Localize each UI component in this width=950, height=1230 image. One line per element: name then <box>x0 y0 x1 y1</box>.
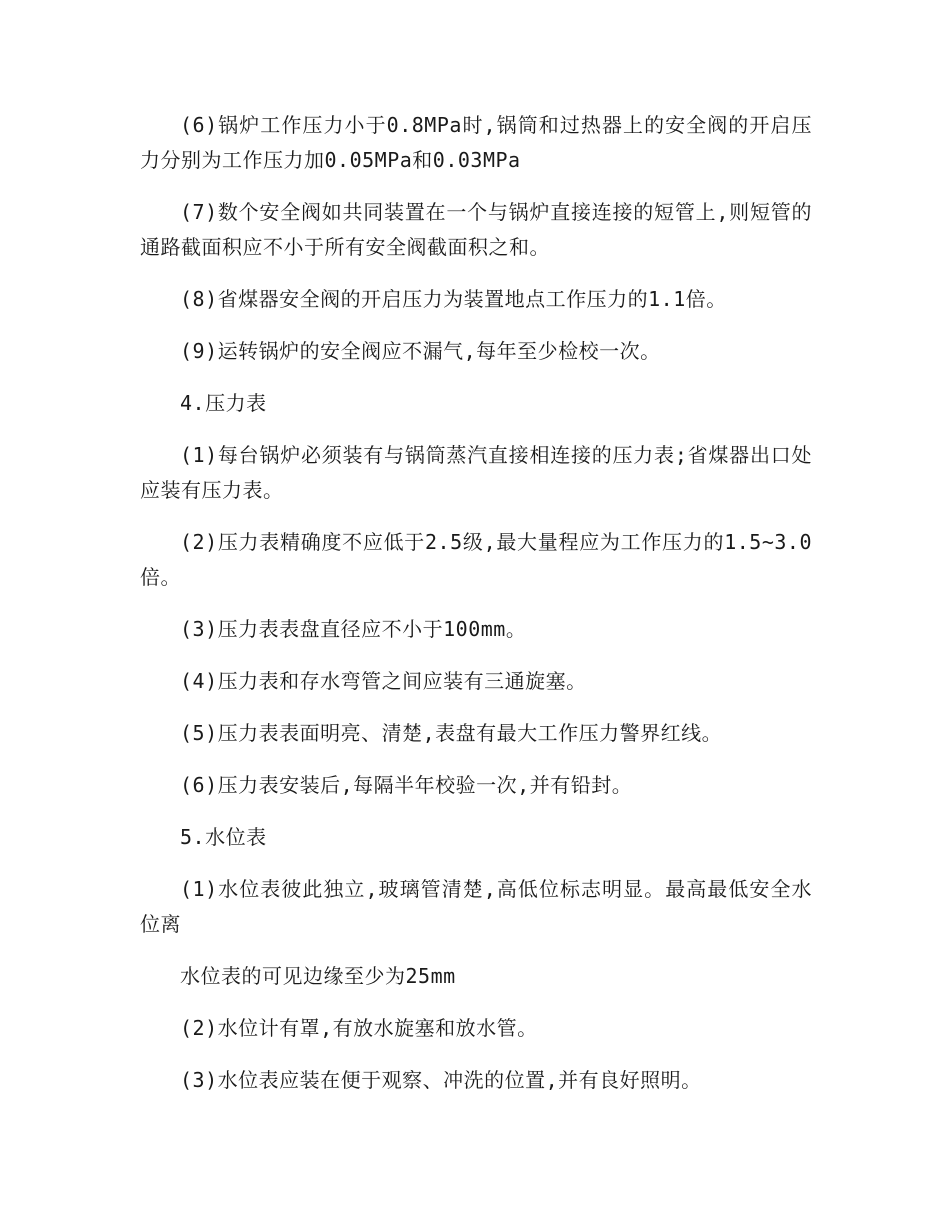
paragraph-safety-valve-8: (8)省煤器安全阀的开启压力为装置地点工作压力的1.1倍。 <box>180 287 727 311</box>
paragraph-water-level-1: (1)水位表彼此独立,玻璃管清楚,高低位标志明显。最高最低安全水位离 <box>140 877 812 936</box>
paragraph-pressure-gauge-5: (5)压力表表面明亮、清楚,表盘有最大工作压力警界红线。 <box>180 721 723 745</box>
paragraph-safety-valve-6: (6)锅炉工作压力小于0.8MPa时,锅筒和过热器上的安全阀的开启压力分别为工作压力加0.05MPa和0.03MPa <box>140 113 812 172</box>
paragraph-water-level-1-continued: 水位表的可见边缘至少为25mm <box>180 964 456 988</box>
paragraph-pressure-gauge-6: (6)压力表安装后,每隔半年校验一次,并有铅封。 <box>180 773 633 797</box>
paragraph-pressure-gauge-1: (1)每台锅炉必须装有与锅筒蒸汽直接相连接的压力表;省煤器出口处应装有压力表。 <box>140 443 812 502</box>
paragraph-pressure-gauge-3: (3)压力表表盘直径应不小于100mm。 <box>180 617 527 641</box>
section-heading-pressure-gauge: 4.压力表 <box>180 391 267 415</box>
paragraph-pressure-gauge-4: (4)压力表和存水弯管之间应装有三通旋塞。 <box>180 669 587 693</box>
paragraph-water-level-2: (2)水位计有罩,有放水旋塞和放水管。 <box>180 1016 538 1040</box>
document-body <box>140 108 812 1115</box>
paragraph-safety-valve-9: (9)运转锅炉的安全阀应不漏气,每年至少检校一次。 <box>180 339 661 363</box>
section-heading-water-level-gauge: 5.水位表 <box>180 825 267 849</box>
paragraph-safety-valve-7: (7)数个安全阀如共同装置在一个与锅炉直接连接的短管上,则短管的通路截面积应不小于所有安全阀截面积之和。 <box>140 200 812 259</box>
paragraph-water-level-3: (3)水位表应装在便于观察、冲洗的位置,并有良好照明。 <box>180 1068 702 1092</box>
paragraph-pressure-gauge-2: (2)压力表精确度不应低于2.5级,最大量程应为工作压力的1.5~3.0倍。 <box>140 530 812 589</box>
